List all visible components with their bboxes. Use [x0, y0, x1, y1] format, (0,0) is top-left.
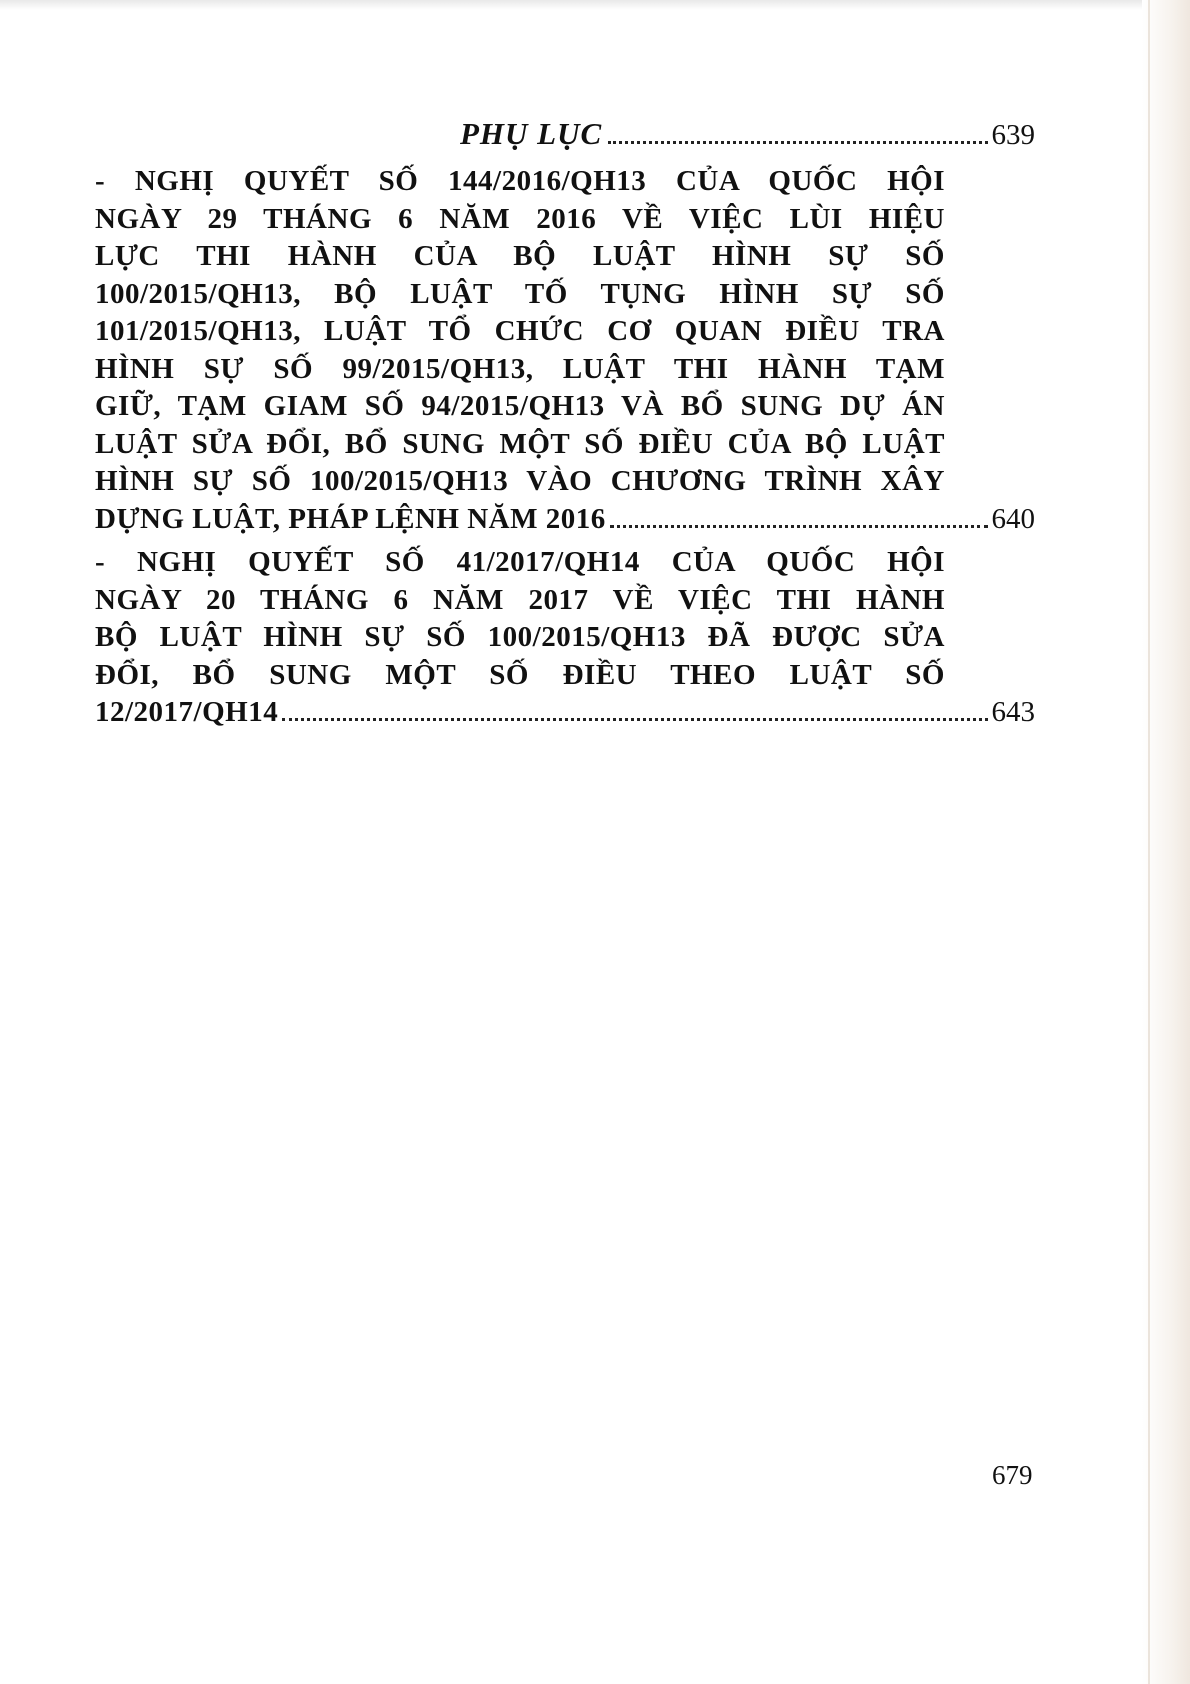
toc-section-heading	[460, 112, 1035, 157]
dot-leader	[282, 718, 987, 721]
toc-entry-text	[95, 544, 945, 694]
section-title: PHỤ LỤC	[460, 116, 603, 151]
toc-entry-line: 100/2015/QH13, BỘ LUẬT TỐ TỤNG HÌNH SỰ SỐ	[95, 277, 945, 310]
toc-entry-line: ĐỔI, BỔ SUNG MỘT SỐ ĐIỀU THEO LUẬT SỐ	[95, 658, 945, 691]
toc-entry-line: NGÀY 20 THÁNG 6 NĂM 2017 VỀ VIỆC THI HÀNH	[95, 583, 945, 616]
toc-entry-line: GIỮ, TẠM GIAM SỐ 94/2015/QH13 VÀ BỔ SUNG DỰ ÁN	[95, 390, 945, 422]
toc-entry-line: - NGHỊ QUYẾT SỐ 144/2016/QH13 CỦA QUỐC HỘI	[95, 165, 945, 197]
toc-entry	[95, 163, 1035, 538]
table-of-contents	[95, 112, 1035, 732]
toc-entry-line: 101/2015/QH13, LUẬT TỔ CHỨC CƠ QUAN ĐIỀU TRA	[95, 315, 945, 347]
toc-entry-text	[95, 163, 945, 501]
toc-entry-line: DỰNG LUẬT, PHÁP LỆNH NĂM 2016	[95, 502, 606, 535]
toc-entry-line: BỘ LUẬT HÌNH SỰ SỐ 100/2015/QH13 ĐÃ ĐƯỢC SỬA	[95, 621, 945, 653]
dot-leader	[610, 525, 988, 528]
entry-page-number: 640	[991, 502, 1035, 535]
toc-entry-line: NGÀY 29 THÁNG 6 NĂM 2016 VỀ VIỆC LÙI HIỆU	[95, 202, 945, 235]
page-edge-fold	[1148, 0, 1150, 1684]
toc-entry-line: LUẬT SỬA ĐỔI, BỔ SUNG MỘT SỐ ĐIỀU CỦA BỘ LUẬT	[95, 427, 945, 460]
entry-page-number: 643	[991, 696, 1035, 728]
page-edge-top	[0, 0, 1190, 10]
toc-entry-line: HÌNH SỰ SỐ 99/2015/QH13, LUẬT THI HÀNH TẠM	[95, 352, 945, 385]
dot-leader	[608, 141, 987, 144]
section-page-number: 639	[991, 119, 1035, 151]
toc-entry	[95, 544, 1035, 732]
toc-entry-last-line	[95, 501, 1035, 539]
toc-entry-line: - NGHỊ QUYẾT SỐ 41/2017/QH14 CỦA QUỐC HỘI	[95, 546, 945, 578]
toc-entry-line: HÌNH SỰ SỐ 100/2015/QH13 VÀO CHƯƠNG TRÌNH XÂY	[95, 465, 945, 497]
toc-entry-last-line	[95, 694, 1035, 732]
toc-entry-line: LỰC THI HÀNH CỦA BỘ LUẬT HÌNH SỰ SỐ	[95, 240, 945, 272]
toc-entry-line: 12/2017/QH14	[95, 696, 279, 728]
page-number: 679	[992, 1460, 1033, 1490]
